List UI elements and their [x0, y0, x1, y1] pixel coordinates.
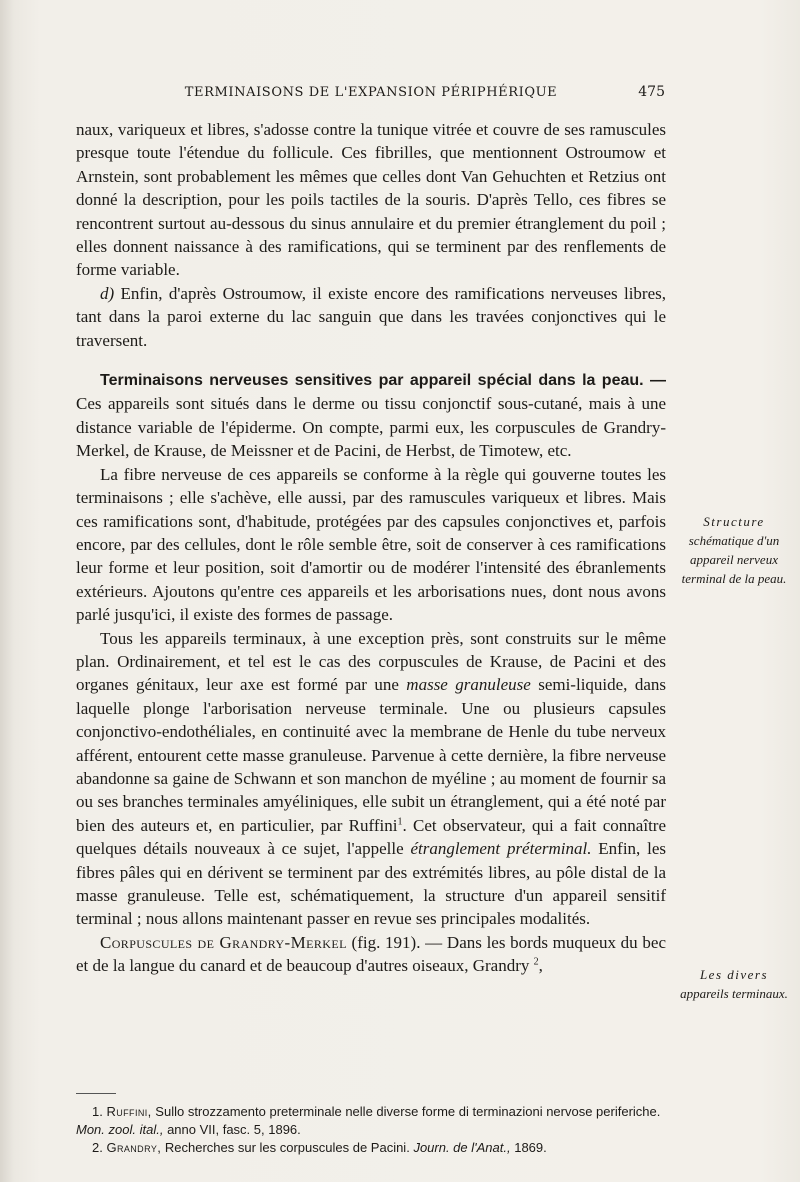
p5-italic-masse: masse granuleuse: [406, 675, 531, 695]
margin-note-2-text: appareils terminaux.: [680, 986, 788, 1001]
fn1-author: Ruffini,: [106, 1104, 152, 1119]
margin-note-structure: [678, 512, 790, 588]
footnote-rule: [76, 1093, 116, 1094]
paragraph-5: [76, 627, 666, 931]
fn1-number: 1.: [92, 1104, 103, 1119]
fn2-number: 2.: [92, 1140, 103, 1155]
fn1-title: Sullo strozzamento preterminale nelle diverse forme di terminazioni nervose periferiche.: [155, 1104, 661, 1119]
footnotes: [76, 1103, 676, 1157]
p6-part-b: ,: [538, 956, 543, 976]
footnote-ref-2[interactable]: 2: [533, 956, 539, 968]
fn2-tail: 1869.: [514, 1140, 547, 1155]
margin-note-1-title: Structure: [703, 514, 765, 529]
fn2-author: Grandry,: [106, 1140, 162, 1155]
margin-note-2-title: Les divers: [699, 967, 769, 982]
footnote-1: [76, 1103, 676, 1139]
paragraph-1: naux, variqueux et libres, s'adosse contre la tunique vitrée et couvre de ses ramuscules presque toute l'étendue du follicule. Ces fibrilles, que mentionnent Ostroumow et Arnstein, sont probablement les mêmes que celles dont Van Gehuchten et Retzius ont donné la description, pour les poils tactiles de la souris. D'après Tello, ces fibres se rencontrent surtout au-dessous du sinus annulaire et du premier étranglement du poil ; elles donnent naissance à des ramifications, qui se terminent par des renflements de forme variable.: [76, 120, 666, 280]
list-marker-d: d): [100, 283, 115, 303]
p5-part-d: Enfin, les fibres pâles qui en dérivent se terminent par des extrémités libres, au pôle distal de la masse granuleuse. Telle est, schématiquement, la structure d'un appareil sensitif terminal ; nous allons maintenant passer en revue ses principales modalités.: [76, 839, 666, 929]
paragraph-6: [76, 931, 666, 978]
paragraph-3: [76, 368, 666, 463]
section-subheading: Corpuscules de Grandry-Merkel: [100, 932, 347, 952]
fn2-title: Recherches sur les corpuscules de Pacini.: [164, 1140, 410, 1155]
fn2-journal: Journ. de l'Anat.,: [413, 1140, 511, 1155]
fn1-journal: Mon. zool. ital.,: [76, 1122, 164, 1137]
paragraph-2-text: Enfin, d'après Ostroumow, il existe encore des ramifications nerveuses libres, tant dans la paroi externe du lac sanguin que dans les travées conjonctives qui le traversent.: [76, 283, 667, 350]
paragraph-3-text: Ces appareils sont situés dans le derme ou tissu conjonctif sous-cutané, mais à une distance variable de l'épiderme. On compte, parmi eux, les corpuscules de Grandry-Merkel, de Krause, de Meissner et de Pacini, de Herbst, de Timotew, etc.: [76, 394, 666, 461]
margin-note-appareils: [678, 965, 790, 1003]
footnote-2: [76, 1139, 676, 1157]
paragraph-2: [76, 282, 666, 352]
running-header: TERMINAISONS DE L'EXPANSION PÉRIPHÉRIQUE: [184, 85, 558, 100]
p5-italic-etranglement: étranglement préterminal.: [410, 839, 592, 859]
fn1-tail: anno VII, fasc. 5, 1896.: [167, 1122, 301, 1137]
page-number: 475: [638, 84, 665, 100]
section-heading: Terminaisons nerveuses sensitives par appareil spécial dans la peau. —: [100, 372, 666, 390]
margin-note-1-text: schématique d'un appareil nerveux terminal de la peau.: [681, 533, 787, 586]
p6-part-a: (fig. 191). — Dans les bords muqueux du bec et de la langue du canard et de beaucoup d'autres oiseaux, Grandry: [76, 932, 666, 976]
footnote-ref-1[interactable]: 1: [397, 816, 403, 828]
p5-part-c: . Cet observateur, qui a fait connaître quelques détails nouveaux à ce sujet, l'appelle: [76, 815, 667, 859]
main-text: [76, 118, 666, 978]
p5-part-a: Tous les appareils terminaux, à une exception près, sont construits sur le même plan. Ordinairement, et tel est le cas des corpuscules de Krause, de Pacini et des organes génitaux, leur axe est formé par une: [76, 628, 666, 695]
p5-part-b: semi-liquide, dans laquelle plonge l'arborisation nerveuse terminale. Une ou plusieurs capsules conjonctivo-endothéliales, en continuité avec la membrane de Henle du tube nerveux afférent, entourent cette masse granuleuse. Parvenue à cette dernière, la fibre nerveuse abandonne sa gaine de Schwann et son manchon de myéline ; au moment de fournir sa ou ses branches terminales amyéliniques, elle subit un étranglement, qui a été noté par bien des auteurs et, en particulier, par Ruffini: [76, 675, 666, 835]
paragraph-4: La fibre nerveuse de ces appareils se conforme à la règle qui gouverne toutes les terminaisons ; elle s'achève, elle aussi, par des ramuscules variqueux et libres. Mais ces ramifications sont, d'habitude, protégées par des capsules conjonctives et, parfois encore, par des cellules, dont le rôle semble être, soit de conserver à ces ramifications leur forme et leur position, soit d'amortir ou de modérer l'intensité des ébranlements extérieurs. Ajoutons qu'entre ces appareils et les arborisations nues, dont nous avons parlé jusqu'ici, il existe des formes de passage.: [76, 464, 666, 625]
